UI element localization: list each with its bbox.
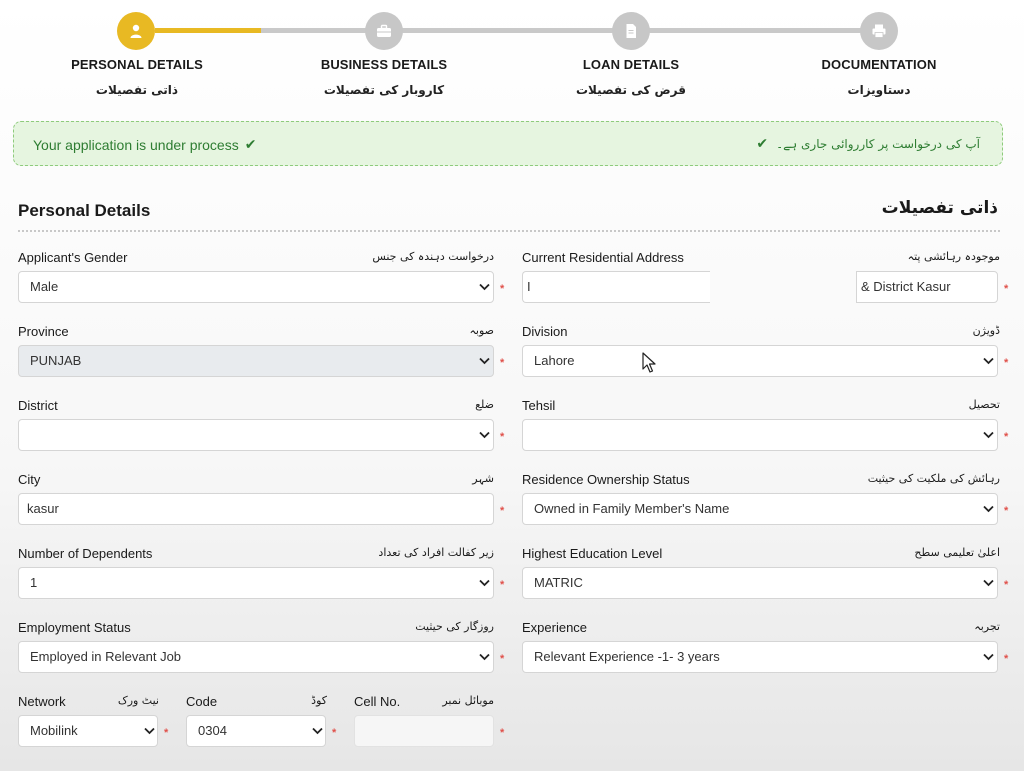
label-ownership-urdu: رہائش کی ملکیت کی حیثیت [867, 472, 1000, 485]
field-employment [18, 620, 508, 676]
field-network [18, 694, 176, 750]
chevron-down-icon [477, 419, 491, 451]
label-gender-urdu: درخواست دہندہ کی جنس [372, 250, 494, 263]
label-gender: Applicant's Gender [18, 250, 128, 265]
required-marker: * [1004, 357, 1009, 369]
field-education [522, 546, 1012, 602]
address-input-district[interactable]: & District Kasur [856, 271, 998, 303]
user-icon [127, 22, 145, 40]
step-urdu-business: کاروبار کی تفصیلات [323, 83, 445, 97]
stepper-line-pending [261, 28, 866, 33]
label-education-urdu: اعلیٰ تعلیمی سطح [914, 546, 1000, 559]
required-marker: * [164, 727, 169, 739]
label-cell-number-urdu: موبائل نمبر [442, 694, 494, 707]
label-code: Code [186, 694, 218, 709]
chevron-down-icon [477, 271, 491, 303]
network-select[interactable]: Mobilink [18, 715, 158, 747]
required-marker: * [500, 653, 505, 665]
experience-select[interactable]: Relevant Experience -1- 3 years [522, 641, 998, 673]
chevron-down-icon [981, 641, 995, 673]
step-title-personal: PERSONAL DETAILS [71, 57, 203, 72]
field-dependents [18, 546, 508, 602]
field-district [18, 398, 508, 454]
label-network-urdu: نیٹ ورک [117, 694, 159, 707]
printer-icon [870, 22, 888, 40]
step-documentation[interactable] [860, 12, 898, 50]
section-divider [18, 230, 1000, 232]
step-urdu-personal: ذاتی تفصیلات [95, 83, 179, 97]
city-input[interactable]: kasur [18, 493, 494, 525]
division-select[interactable]: Lahore [522, 345, 998, 377]
label-experience-urdu: تجربہ [974, 620, 1000, 633]
label-education: Highest Education Level [522, 546, 663, 561]
code-select[interactable]: 0304 [186, 715, 326, 747]
chevron-down-icon [981, 567, 995, 599]
label-network: Network [18, 694, 66, 709]
label-code-urdu: کوڈ [311, 694, 327, 707]
chevron-down-icon [477, 641, 491, 673]
field-tehsil [522, 398, 1012, 454]
required-marker: * [500, 579, 505, 591]
cell-number-input[interactable] [354, 715, 494, 747]
required-marker: * [1004, 431, 1009, 443]
chevron-down-icon [310, 715, 324, 747]
chevron-down-icon [981, 493, 995, 525]
gender-select[interactable]: Male [18, 271, 494, 303]
label-tehsil-urdu: تحصیل [968, 398, 1000, 411]
step-business-details[interactable] [365, 12, 403, 50]
label-province-urdu: صوبہ [469, 324, 494, 337]
label-cell-number: Cell No. [354, 694, 401, 709]
label-tehsil: Tehsil [522, 398, 556, 413]
field-experience [522, 620, 1012, 676]
step-title-documentation: DOCUMENTATION [821, 57, 937, 72]
step-title-business: BUSINESS DETAILS [320, 57, 448, 72]
section-title: Personal Details [18, 201, 151, 220]
document-icon [622, 22, 640, 40]
section-title-urdu: ذاتی تفصیلات [881, 198, 998, 218]
alert-message: Your application is under process [33, 136, 239, 153]
chevron-down-icon [142, 715, 156, 747]
required-marker: * [1004, 579, 1009, 591]
address-input[interactable]: I [522, 271, 710, 303]
label-dependents-urdu: زیر کفالت افراد کی تعداد [378, 546, 494, 559]
alert-message-urdu: آپ کی درخواست پر کارروائی جاری ہے۔ [776, 137, 980, 151]
chevron-down-icon [981, 419, 995, 451]
status-alert [13, 121, 1003, 166]
mouse-cursor-icon [642, 352, 658, 374]
label-district: District [18, 398, 58, 413]
required-marker: * [500, 431, 505, 443]
required-marker: * [1004, 283, 1009, 295]
label-city: City [18, 472, 41, 487]
step-title-loan: LOAN DETAILS [582, 57, 680, 72]
field-division [522, 324, 1012, 380]
label-address-urdu: موجودہ رہائشی پتہ [907, 250, 1000, 263]
check-icon: ✔ [244, 136, 257, 152]
chevron-down-icon [477, 567, 491, 599]
step-personal-details[interactable] [117, 12, 155, 50]
district-select[interactable] [18, 419, 494, 451]
ownership-select[interactable]: Owned in Family Member's Name [522, 493, 998, 525]
label-province: Province [18, 324, 69, 339]
check-icon: ✔ [756, 136, 769, 152]
label-division: Division [522, 324, 568, 339]
required-marker: * [1004, 505, 1009, 517]
employment-select[interactable]: Employed in Relevant Job [18, 641, 494, 673]
field-province [18, 324, 508, 380]
required-marker: * [1004, 653, 1009, 665]
label-employment: Employment Status [18, 620, 131, 635]
field-cell-number [354, 694, 510, 750]
field-code [186, 694, 344, 750]
label-address: Current Residential Address [522, 250, 684, 265]
label-district-urdu: ضلع [475, 398, 494, 411]
label-division-urdu: ڈویژن [972, 324, 1000, 337]
required-marker: * [500, 283, 505, 295]
label-city-urdu: شہر [472, 472, 494, 485]
label-employment-urdu: روزگار کی حیثیت [415, 620, 494, 633]
chevron-down-icon [477, 345, 491, 377]
step-loan-details[interactable] [612, 12, 650, 50]
progress-stepper [0, 0, 1024, 112]
required-marker: * [500, 505, 505, 517]
required-marker: * [500, 727, 505, 739]
required-marker: * [500, 357, 505, 369]
label-ownership: Residence Ownership Status [522, 472, 690, 487]
label-dependents: Number of Dependents [18, 546, 153, 561]
field-gender [18, 250, 508, 306]
label-experience: Experience [522, 620, 588, 635]
step-urdu-loan: قرض کی تفصیلات [576, 83, 686, 97]
required-marker: * [332, 727, 337, 739]
stepper-line-completed [155, 28, 261, 33]
dependents-select[interactable]: 1 [18, 567, 494, 599]
field-ownership [522, 472, 1012, 528]
education-select[interactable]: MATRIC [522, 567, 998, 599]
field-city [18, 472, 508, 528]
briefcase-icon [375, 22, 393, 40]
chevron-down-icon [981, 345, 995, 377]
tehsil-select[interactable] [522, 419, 998, 451]
step-urdu-documentation: دستاویزات [847, 83, 911, 97]
field-address [522, 250, 1012, 306]
province-select[interactable]: PUNJAB [18, 345, 494, 377]
